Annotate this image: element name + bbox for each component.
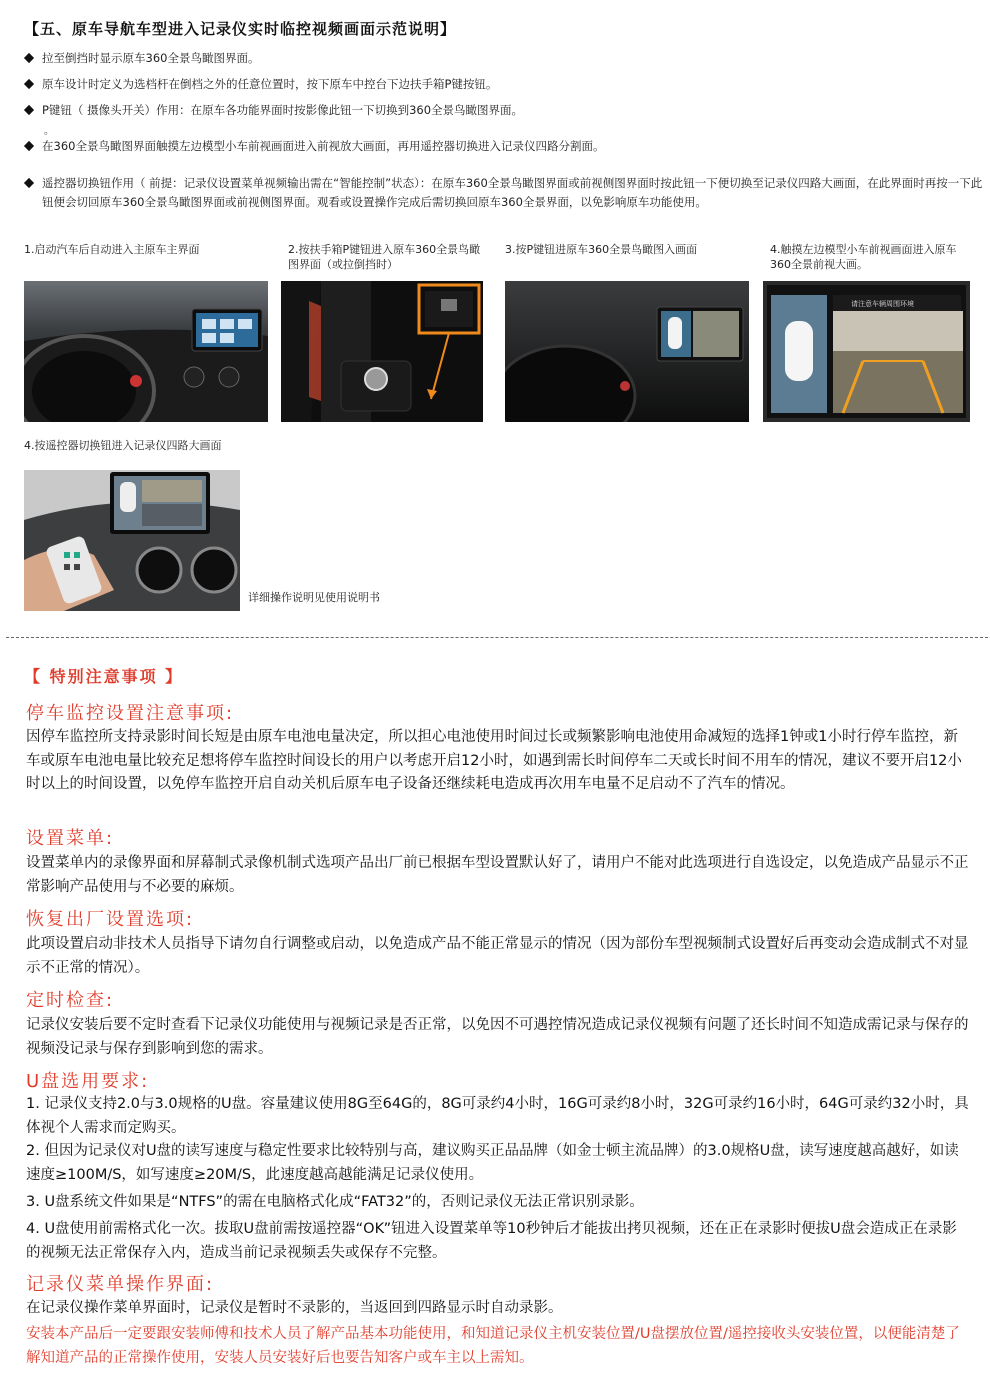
diamond-bullet-icon [24, 79, 34, 89]
section-heading-periodic-check: 定时检查: [26, 990, 115, 1011]
usb-item-1: 1. 记录仪支持2.0与3.0规格的U盘。容量建议使用8G至64G的，8G可录约4小时，16G可录约8小时，32G可录约16小时，64G可录约32小时，具体视个人需求而定购买。 [26, 1096, 969, 1136]
photo-remote-quad-view [24, 470, 240, 611]
diamond-bullet-icon [24, 178, 34, 188]
section-body-settings-menu: 设置菜单内的录像界面和屏幕制式录像机制式选项产品出厂前已根据车型设置默认好了，请用户不能对此选项进行自选设定，以免造成产品显示不正常影响产品使用与不必要的麻烦。 [26, 855, 969, 895]
photo-dashboard-main-screen [24, 281, 268, 422]
photo-caption-5: 4.按遥控器切换钮进入记录仪四路大画面 [24, 439, 222, 452]
photo-caption-1: 1.启动汽车后自动进入主原车主界面 [24, 243, 200, 256]
bullet-item: 在360全景鸟瞰图界面触摸左边模型小车前视画面进入前视放大画面，再用遥控器切换进入记录仪四路分割面。 [24, 137, 604, 156]
photo-front-view-screen [763, 281, 970, 422]
screen-banner-text: 请注意车辆周围环境 [851, 300, 914, 308]
usb-item-4: 4. U盘使用前需格式化一次。拔取U盘前需按遥控器“OK”钮进入设置菜单等10秒钟后才能拔出拷贝视频，还在正在录影时便拔U盘会造成正在录影的视频无法正常保存入内，造成当前记录视频丢失或保存不完整。 [26, 1221, 957, 1261]
diamond-bullet-icon [24, 141, 34, 151]
diamond-bullet-icon [24, 105, 34, 115]
photo-console-p-button [281, 281, 483, 422]
stray-mark: 。 [44, 126, 54, 137]
section-body-factory-reset: 此项设置启动非技术人员指导下请勿自行调整或启动，以免造成产品不能正常显示的情况（因为部份车型视频制式设置好后再变动会造成制式不对显示不正常的情况）。 [26, 936, 969, 976]
section-heading-usb: U盘选用要求: [26, 1071, 150, 1092]
usb-item-3: 3. U盘系统文件如果是“NTFS”的需在电脑格式化成“FAT32”的，否则记录仪无法正常识别录影。 [26, 1194, 644, 1210]
bullet-item: 遥控器切换钮作用（ 前提：记录仪设置菜单视频输出需在“智能控制”状态）：在原车360全景鸟瞰图界面或前视侧图界面时按此钮一下便切换至记录仪四路大画面，在此界面时再按一下此钮便会切回原车360全景鸟瞰图界面或前视侧图界面。观看或设置操作完成后需切换回原车360全景界面，以免影响原车功能使用。 [24, 174, 987, 212]
section-heading-settings-menu: 设置菜单: [26, 828, 115, 849]
bullet-item: P键钮（ 摄像头开关）作用：在原车各功能界面时按影像此钮一下切换到360全景鸟瞰图界面。 [24, 101, 523, 120]
photo-caption-3: 3.按P键钮进原车360全景鸟瞰图入画面 [505, 243, 698, 256]
recorder-menu-body: 在记录仪操作菜单界面时，记录仪是暂时不录影的，当返回到四路显示时自动录影。 [26, 1300, 563, 1316]
section-body-parking: 因停车监控所支持录影时间长短是由原车电池电量决定，所以担心电池使用时间过长或频繁影响电池使用命减短的选择1钟或1小时行停车监控，新车或原车电池电量比较充足想将停车监控时间设长的用户以考虑开启12小时，如遇到需长时间停车二天或长时间不用车的情况，建议不要开启12小时以上的时间设置，以免停车监控开启自动关机后原车电子设备还继续耗电造成再次用车电量不足启动不了汽车的情况。 [26, 729, 962, 792]
special-notice-title: 【 特别注意事项 】 [24, 667, 184, 686]
section-title: 【五、原车导航车型进入记录仪实时临控视频画面示范说明】 [24, 20, 457, 38]
section-body-periodic-check: 记录仪安装后要不定时查看下记录仪功能使用与视频记录是否正常，以免因不可遇控情况造成记录仪视频有问题了还长时间不知造成需记录与保存的视频没记录与保存到影响到您的需求。 [26, 1017, 969, 1057]
dashed-divider [6, 637, 988, 638]
photo-caption-2: 2.按扶手箱P键钮进入原车360全景鸟瞰图界面（或拉倒挡时） [288, 243, 481, 271]
detail-note: 详细操作说明见使用说明书 [248, 591, 380, 604]
bullet-item: 拉至倒挡时显示原车360全景鸟瞰图界面。 [24, 49, 259, 68]
section-heading-factory-reset: 恢复出厂设置选项: [26, 909, 195, 930]
bullet-item: 原车设计时定义为选档杆在倒档之外的任意位置时，按下原车中控台下边扶手箱P键按钮。 [24, 75, 497, 94]
usb-item-2: 2. 但因为记录仪对U盘的读写速度与稳定性要求比较特别与高，建议购买正品品牌（如金士顿主流品牌）的3.0规格U盘，读写速度越高越好，如读速度≥100M/S，如写速度≥20M/S，此速度越高越能满足记录仪使用。 [26, 1143, 959, 1183]
section-heading-recorder-menu: 记录仪菜单操作界面: [26, 1274, 215, 1295]
photo-caption-4: 4.触摸左边模型小车前视画面进入原车360全景前视大画。 [770, 243, 957, 271]
diamond-bullet-icon [24, 53, 34, 63]
installation-warning: 安装本产品后一定要跟安装师傅和技术人员了解产品基本功能使用，和知道记录仪主机安装位置/U盘摆放位置/遥控接收头安装位置，以便能清楚了解知道产品的正常操作使用，安装人员安装好后也要告知客户或车主以上需知。 [26, 1326, 960, 1366]
photo-360-view-screen [505, 281, 749, 422]
section-heading-parking: 停车监控设置注意事项: [26, 703, 235, 724]
